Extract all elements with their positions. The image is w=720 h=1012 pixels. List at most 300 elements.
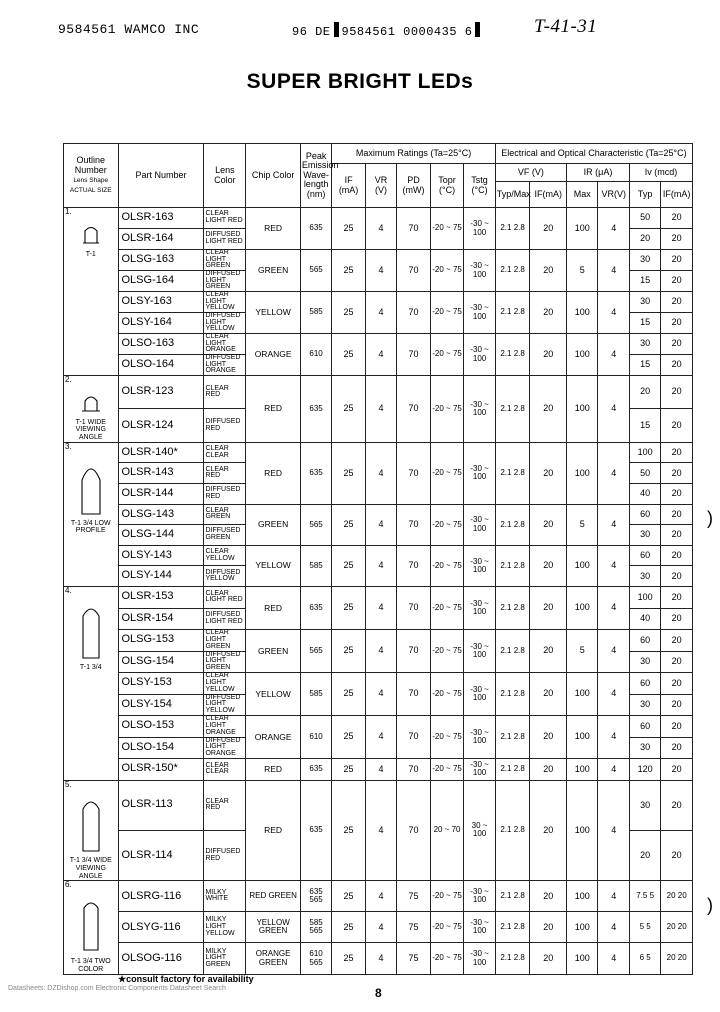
- rating-pd: 70: [397, 587, 431, 630]
- lens-color: DIFFUSED LIGHT RED: [204, 608, 246, 630]
- iv-typ: 30: [629, 292, 660, 313]
- ir-max: 5: [567, 250, 598, 292]
- led-t134-icon: [79, 600, 103, 660]
- ir-test-vr: 4: [598, 673, 629, 716]
- iv-test-if: 20: [661, 292, 693, 313]
- iv-typ: 6 5: [629, 943, 660, 974]
- lens-color: MILKY LIGHT YELLOW: [204, 912, 246, 943]
- iv-typ: 30: [629, 334, 660, 355]
- iv-typ: 30: [629, 525, 660, 546]
- iv-test-if: 20 20: [661, 912, 693, 943]
- vf-test-if: 20: [530, 292, 567, 334]
- rating-vr: 4: [365, 587, 396, 630]
- rating-if: 25: [332, 912, 366, 943]
- rating-if: 25: [332, 630, 366, 673]
- rating-tstg: -30 ~ 100: [464, 587, 495, 630]
- vf-typ-max: 2.1 2.8: [495, 442, 530, 504]
- iv-typ: 15: [629, 409, 660, 442]
- rating-vr: 4: [365, 759, 396, 781]
- chip-color: YELLOW GREEN: [246, 912, 301, 943]
- rating-tstg: -30 ~ 100: [464, 673, 495, 716]
- iv-typ: 20: [629, 229, 660, 250]
- outline-label: T-1 3/4: [79, 663, 102, 671]
- part-number: OLSR-163: [118, 208, 204, 229]
- rating-topr: -20 ~ 75: [430, 673, 464, 716]
- table-row: [64, 780, 693, 830]
- iv-test-if: 20: [661, 566, 693, 587]
- rating-pd: 70: [397, 630, 431, 673]
- chip-color: ORANGE GREEN: [246, 943, 301, 974]
- ir-max: 100: [567, 334, 598, 376]
- rating-if: 25: [332, 545, 366, 586]
- chip-color: YELLOW: [246, 545, 301, 586]
- lens-color: CLEAR LIGHT GREEN: [204, 630, 246, 652]
- ir-max: 100: [567, 208, 598, 250]
- lens-color: DIFFUSED LIGHT ORANGE: [204, 737, 246, 759]
- ir-max: 100: [567, 292, 598, 334]
- vf-test-if: 20: [530, 673, 567, 716]
- part-number: OLSR-144: [118, 484, 204, 505]
- col-eo: Electrical and Optical Characteristic (Ta=25°C): [495, 144, 692, 164]
- vf-typ-max: 2.1 2.8: [495, 673, 530, 716]
- iv-typ: 30: [629, 651, 660, 673]
- outline-cell: [64, 587, 119, 781]
- col-tstg: Tstg (°C): [464, 164, 495, 208]
- lens-color: DIFFUSED GREEN: [204, 525, 246, 546]
- part-number: OLSO-154: [118, 737, 204, 759]
- iv-typ: 20: [629, 376, 660, 409]
- outline-cell: [64, 208, 119, 376]
- lens-color: DIFFUSED RED: [204, 484, 246, 505]
- part-number: OLSYG-116: [118, 912, 204, 943]
- ir-test-vr: 4: [598, 442, 629, 504]
- spec-body: [64, 208, 693, 975]
- chip-color: RED: [246, 759, 301, 781]
- lens-color: CLEAR LIGHT GREEN: [204, 250, 246, 271]
- vf-typ-max: 2.1 2.8: [495, 545, 530, 586]
- table-row: [64, 587, 693, 609]
- barcode-mark: [334, 22, 339, 37]
- iv-test-if: 20: [661, 463, 693, 484]
- led-t134-wide-icon: [79, 793, 103, 853]
- iv-typ: 7.5 5: [629, 881, 660, 912]
- ir-test-vr: 4: [598, 292, 629, 334]
- iv-typ: 40: [629, 484, 660, 505]
- rating-vr: 4: [365, 630, 396, 673]
- lens-color: CLEAR LIGHT ORANGE: [204, 716, 246, 738]
- iv-test-if: 20: [661, 409, 693, 442]
- rating-vr: 4: [365, 208, 396, 250]
- header-code-b: 9584561 0000435 6: [341, 25, 473, 39]
- rating-tstg: -30 ~ 100: [464, 716, 495, 759]
- page-title: SUPER BRIGHT LEDs: [246, 70, 474, 93]
- rating-if: 25: [332, 587, 366, 630]
- vf-test-if: 20: [530, 759, 567, 781]
- vf-typ-max: 2.1 2.8: [495, 759, 530, 781]
- table-row: [64, 208, 693, 229]
- vf-typ-max: 2.1 2.8: [495, 943, 530, 974]
- led-t1-icon: [79, 221, 103, 247]
- rating-vr: 4: [365, 442, 396, 504]
- rating-if: 25: [332, 250, 366, 292]
- rating-tstg: -30 ~ 100: [464, 881, 495, 912]
- rating-tstg: -30 ~ 100: [464, 759, 495, 781]
- rating-if: 25: [332, 442, 366, 504]
- iv-typ: 60: [629, 630, 660, 652]
- table-row: [64, 630, 693, 652]
- ir-test-vr: 4: [598, 250, 629, 292]
- ir-max: 100: [567, 881, 598, 912]
- vf-typ-max: 2.1 2.8: [495, 780, 530, 881]
- ir-max: 100: [567, 587, 598, 630]
- peak-wavelength: 635: [300, 780, 331, 881]
- iv-test-if: 20: [661, 716, 693, 738]
- col-ir: IR (μA): [567, 164, 630, 182]
- iv-test-if: 20: [661, 250, 693, 271]
- lens-color: MILKY WHITE: [204, 881, 246, 912]
- iv-typ: 50: [629, 463, 660, 484]
- table-row: [64, 716, 693, 738]
- iv-test-if: 20: [661, 504, 693, 525]
- ir-test-vr: 4: [598, 587, 629, 630]
- rating-topr: 20 ~ 70: [430, 780, 464, 881]
- rating-tstg: -30 ~ 100: [464, 630, 495, 673]
- peak-wavelength: 585: [300, 673, 331, 716]
- iv-test-if: 20: [661, 376, 693, 409]
- vf-test-if: 20: [530, 716, 567, 759]
- peak-wavelength: 635: [300, 376, 331, 443]
- table-row: [64, 881, 693, 912]
- iv-typ: 60: [629, 504, 660, 525]
- peak-wavelength: 635: [300, 442, 331, 504]
- part-number: OLSR-154: [118, 608, 204, 630]
- part-number: OLSR-150*: [118, 759, 204, 781]
- iv-typ: 30: [629, 694, 660, 716]
- rating-topr: -20 ~ 75: [430, 504, 464, 545]
- ir-max: 100: [567, 716, 598, 759]
- iv-test-if: 20: [661, 313, 693, 334]
- iv-typ: 100: [629, 442, 660, 463]
- col-outline-sub: Lens Shape ACTUAL SIZE: [69, 177, 112, 194]
- col-vf: VF (V): [495, 164, 566, 182]
- rating-topr: -20 ~ 75: [430, 376, 464, 443]
- col-chip: Chip Color: [246, 144, 301, 208]
- rating-vr: 4: [365, 250, 396, 292]
- peak-wavelength: 565: [300, 250, 331, 292]
- ir-max: 100: [567, 759, 598, 781]
- iv-typ: 20: [629, 830, 660, 880]
- lens-color: CLEAR CLEAR: [204, 759, 246, 781]
- col-peak: Peak Emission Wave-length (nm): [300, 144, 331, 208]
- ir-max: 100: [567, 442, 598, 504]
- outline-cell: [64, 881, 119, 974]
- table-row: [64, 943, 693, 974]
- part-number: OLSOG-116: [118, 943, 204, 974]
- peak-wavelength: 585 565: [300, 912, 331, 943]
- iv-test-if: 20: [661, 737, 693, 759]
- handwritten-code: T-41-31: [534, 16, 598, 37]
- iv-typ: 30: [629, 780, 660, 830]
- col-iv-typ: Typ: [629, 182, 660, 208]
- outline-index: 4.: [65, 586, 72, 596]
- part-number: OLSO-164: [118, 355, 204, 376]
- iv-typ: 40: [629, 608, 660, 630]
- rating-pd: 70: [397, 716, 431, 759]
- part-number: OLSG-164: [118, 271, 204, 292]
- led-t1-wide-icon: [79, 389, 103, 415]
- chip-color: GREEN: [246, 630, 301, 673]
- outline-index: 1.: [65, 207, 72, 216]
- iv-test-if: 20: [661, 630, 693, 652]
- chip-color: ORANGE: [246, 716, 301, 759]
- outline-label: T-1: [85, 250, 96, 258]
- rating-if: 25: [332, 780, 366, 881]
- rating-vr: 4: [365, 292, 396, 334]
- ir-test-vr: 4: [598, 545, 629, 586]
- rating-vr: 4: [365, 545, 396, 586]
- rating-pd: 70: [397, 504, 431, 545]
- ir-test-vr: 4: [598, 334, 629, 376]
- ir-max: 100: [567, 376, 598, 443]
- part-number: OLSY-153: [118, 673, 204, 695]
- rating-tstg: -30 ~ 100: [464, 943, 495, 974]
- col-vf-typmax: Typ/Max: [495, 182, 530, 208]
- margin-mark: ): [707, 508, 713, 528]
- rating-topr: -20 ~ 75: [430, 881, 464, 912]
- rating-pd: 70: [397, 292, 431, 334]
- peak-wavelength: 610: [300, 716, 331, 759]
- rating-pd: 70: [397, 334, 431, 376]
- rating-topr: -20 ~ 75: [430, 716, 464, 759]
- rating-topr: -20 ~ 75: [430, 250, 464, 292]
- outline-label: T-1 3/4 LOW PROFILE: [70, 519, 111, 535]
- vf-typ-max: 2.1 2.8: [495, 881, 530, 912]
- ir-max: 100: [567, 780, 598, 881]
- part-number: OLSRG-116: [118, 881, 204, 912]
- iv-typ: 15: [629, 271, 660, 292]
- peak-wavelength: 635: [300, 208, 331, 250]
- rating-pd: 70: [397, 759, 431, 781]
- chip-color: RED GREEN: [246, 881, 301, 912]
- lens-color: CLEAR RED: [204, 376, 246, 409]
- header-code: [292, 22, 483, 39]
- rating-pd: 70: [397, 780, 431, 881]
- peak-wavelength: 635: [300, 587, 331, 630]
- rating-topr: -20 ~ 75: [430, 442, 464, 504]
- table-row: [64, 442, 693, 463]
- part-number: OLSR-153: [118, 587, 204, 609]
- peak-wavelength: 585: [300, 545, 331, 586]
- rating-pd: 75: [397, 912, 431, 943]
- rating-pd: 75: [397, 881, 431, 912]
- part-number: OLSR-123: [118, 376, 204, 409]
- rating-tstg: -30 ~ 100: [464, 912, 495, 943]
- iv-test-if: 20: [661, 545, 693, 566]
- lens-color: DIFFUSED LIGHT ORANGE: [204, 355, 246, 376]
- col-if: IF (mA): [332, 164, 366, 208]
- iv-test-if: 20: [661, 525, 693, 546]
- part-number: OLSG-144: [118, 525, 204, 546]
- chip-color: YELLOW: [246, 673, 301, 716]
- vf-test-if: 20: [530, 250, 567, 292]
- part-number: OLSR-164: [118, 229, 204, 250]
- lens-color: CLEAR LIGHT RED: [204, 587, 246, 609]
- rating-vr: 4: [365, 912, 396, 943]
- table-row: [64, 545, 693, 566]
- rating-tstg: -30 ~ 100: [464, 376, 495, 443]
- part-number: OLSY-143: [118, 545, 204, 566]
- lens-color: CLEAR RED: [204, 463, 246, 484]
- availability-note: ★consult factory for availability: [118, 974, 254, 984]
- ir-test-vr: 4: [598, 504, 629, 545]
- vf-typ-max: 2.1 2.8: [495, 912, 530, 943]
- table-row: [64, 759, 693, 781]
- lens-color: DIFFUSED RED: [204, 409, 246, 442]
- part-number: OLSG-163: [118, 250, 204, 271]
- outline-label: T-1 WIDE VIEWING ANGLE: [75, 418, 106, 442]
- led-bicolor-icon: [79, 894, 103, 954]
- lens-color: CLEAR YELLOW: [204, 545, 246, 566]
- chip-color: RED: [246, 442, 301, 504]
- rating-vr: 4: [365, 334, 396, 376]
- chip-color: RED: [246, 376, 301, 443]
- rating-pd: 70: [397, 208, 431, 250]
- part-number: OLSR-143: [118, 463, 204, 484]
- rating-tstg: -30 ~ 100: [464, 208, 495, 250]
- header-company: 9584561 WAMCO INC: [58, 22, 200, 37]
- page-number: 8: [375, 986, 382, 1000]
- rating-pd: 70: [397, 673, 431, 716]
- table-row: [64, 673, 693, 695]
- header-code-a: 96 DE: [292, 25, 331, 39]
- iv-typ: 60: [629, 716, 660, 738]
- outline-cell: [64, 442, 119, 586]
- rating-topr: -20 ~ 75: [430, 208, 464, 250]
- iv-typ: 100: [629, 587, 660, 609]
- rating-if: 25: [332, 208, 366, 250]
- iv-test-if: 20: [661, 208, 693, 229]
- rating-vr: 4: [365, 376, 396, 443]
- rating-topr: -20 ~ 75: [430, 292, 464, 334]
- ir-test-vr: 4: [598, 630, 629, 673]
- ir-max: 5: [567, 504, 598, 545]
- peak-wavelength: 565: [300, 630, 331, 673]
- lens-color: DIFFUSED LIGHT GREEN: [204, 651, 246, 673]
- col-vf-if: IF(mA): [530, 182, 567, 208]
- iv-typ: 60: [629, 545, 660, 566]
- rating-topr: -20 ~ 75: [430, 759, 464, 781]
- ir-test-vr: 4: [598, 780, 629, 881]
- lens-color: CLEAR LIGHT YELLOW: [204, 292, 246, 313]
- iv-test-if: 20: [661, 759, 693, 781]
- rating-vr: 4: [365, 504, 396, 545]
- iv-test-if: 20: [661, 651, 693, 673]
- outline-index: 6.: [65, 880, 72, 890]
- part-number: OLSG-154: [118, 651, 204, 673]
- ir-max: 100: [567, 912, 598, 943]
- rating-pd: 70: [397, 545, 431, 586]
- vf-test-if: 20: [530, 630, 567, 673]
- rating-if: 25: [332, 673, 366, 716]
- part-number: OLSY-164: [118, 313, 204, 334]
- chip-color: GREEN: [246, 504, 301, 545]
- part-number: OLSO-153: [118, 716, 204, 738]
- col-ir-vr: VR(V): [598, 182, 629, 208]
- outline-cell: [64, 376, 119, 443]
- table-row: [64, 292, 693, 313]
- rating-vr: 4: [365, 943, 396, 974]
- lens-color: DIFFUSED YELLOW: [204, 566, 246, 587]
- vf-test-if: 20: [530, 545, 567, 586]
- outline-label: T-1 3/4 TWO COLOR: [70, 958, 111, 973]
- ir-test-vr: 4: [598, 759, 629, 781]
- rating-vr: 4: [365, 716, 396, 759]
- col-outline: [64, 144, 119, 208]
- vf-typ-max: 2.1 2.8: [495, 208, 530, 250]
- vf-typ-max: 2.1 2.8: [495, 716, 530, 759]
- rating-tstg: 30 ~ 100: [464, 780, 495, 881]
- chip-color: RED: [246, 208, 301, 250]
- vf-typ-max: 2.1 2.8: [495, 250, 530, 292]
- rating-topr: -20 ~ 75: [430, 943, 464, 974]
- vf-test-if: 20: [530, 504, 567, 545]
- iv-test-if: 20: [661, 271, 693, 292]
- iv-typ: 5 5: [629, 912, 660, 943]
- rating-if: 25: [332, 881, 366, 912]
- part-number: OLSG-153: [118, 630, 204, 652]
- iv-test-if: 20: [661, 608, 693, 630]
- peak-wavelength: 610 565: [300, 943, 331, 974]
- col-topr: Topr (°C): [430, 164, 464, 208]
- part-number: OLSG-143: [118, 504, 204, 525]
- ir-test-vr: 4: [598, 912, 629, 943]
- outline-index: 3.: [65, 441, 72, 451]
- iv-typ: 50: [629, 208, 660, 229]
- outline-cell: [64, 780, 119, 881]
- outline-index: 5.: [65, 779, 72, 789]
- table-row: [64, 376, 693, 409]
- rating-pd: 70: [397, 376, 431, 443]
- peak-wavelength: 635: [300, 759, 331, 781]
- iv-typ: 60: [629, 673, 660, 695]
- vf-test-if: 20: [530, 376, 567, 443]
- lens-color: DIFFUSED LIGHT YELLOW: [204, 313, 246, 334]
- ir-max: 5: [567, 630, 598, 673]
- iv-typ: 30: [629, 737, 660, 759]
- part-number: OLSR-113: [118, 780, 204, 830]
- vf-typ-max: 2.1 2.8: [495, 292, 530, 334]
- rating-tstg: -30 ~ 100: [464, 334, 495, 376]
- peak-wavelength: 610: [300, 334, 331, 376]
- lens-color: DIFFUSED LIGHT GREEN: [204, 271, 246, 292]
- rating-if: 25: [332, 376, 366, 443]
- part-number: OLSR-114: [118, 830, 204, 880]
- vf-typ-max: 2.1 2.8: [495, 587, 530, 630]
- lens-color: DIFFUSED RED: [204, 830, 246, 880]
- margin-mark: ): [707, 895, 713, 915]
- col-max-ratings: Maximum Ratings (Ta=25°C): [332, 144, 496, 164]
- iv-test-if: 20: [661, 355, 693, 376]
- rating-tstg: -30 ~ 100: [464, 504, 495, 545]
- chip-color: RED: [246, 587, 301, 630]
- rating-pd: 70: [397, 442, 431, 504]
- part-number: OLSR-140*: [118, 442, 204, 463]
- part-number: OLSY-154: [118, 694, 204, 716]
- rating-topr: -20 ~ 75: [430, 912, 464, 943]
- lens-color: CLEAR GREEN: [204, 504, 246, 525]
- rating-topr: -20 ~ 75: [430, 630, 464, 673]
- table-row: [64, 912, 693, 943]
